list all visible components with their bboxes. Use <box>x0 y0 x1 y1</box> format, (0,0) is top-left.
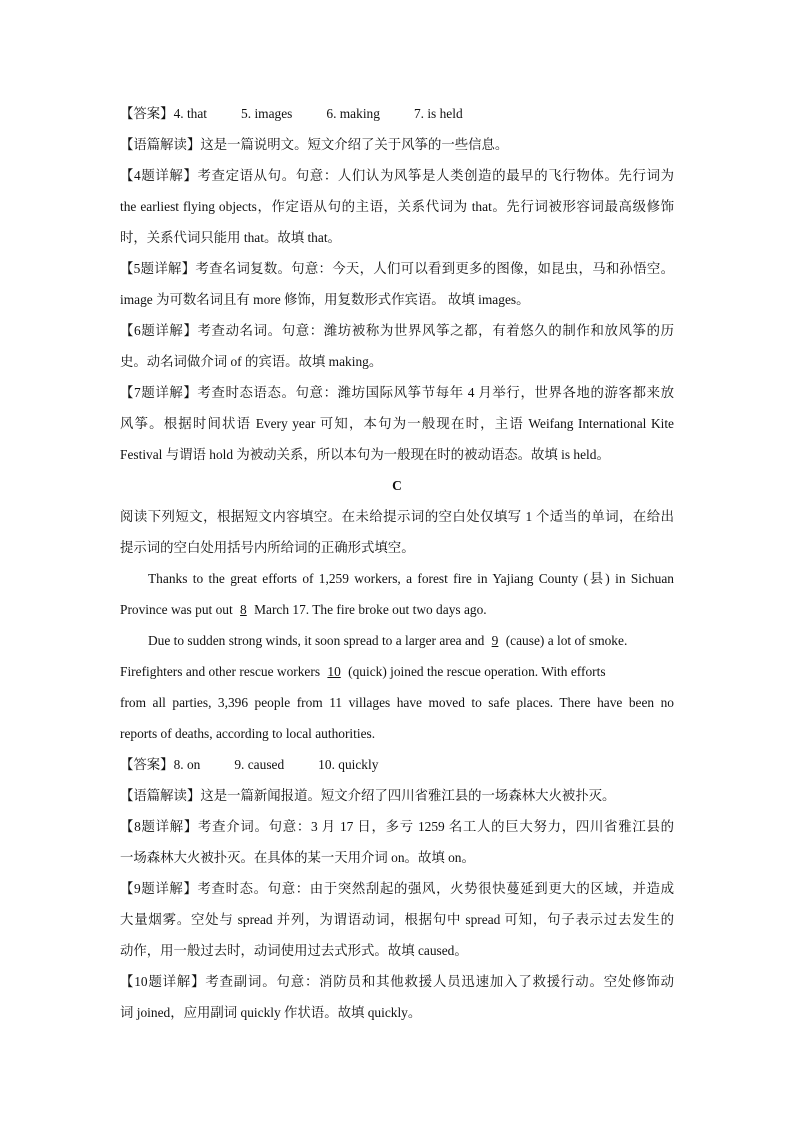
q8-line-1: 【8题详解】考查介词。句意：3 月 17 日，多亏 1259 名工人的巨大努力，四川省雅江县的 <box>120 819 674 834</box>
answer-item: 6. making <box>326 106 380 121</box>
reading-label: 【语篇解读】 <box>120 137 201 152</box>
q4-line-3: 时，关系代词只能用 that。故填 that。 <box>120 230 341 245</box>
reading-text: 这是一篇说明文。短文介绍了关于风筝的一些信息。 <box>200 137 509 152</box>
answer-item: 7. is held <box>413 106 463 121</box>
answer-label: 【答案】 <box>120 757 174 772</box>
answer-item: 10. quickly <box>318 757 379 772</box>
blank-8: 8 <box>240 602 247 617</box>
answer-label: 【答案】 <box>120 106 174 121</box>
instructions-line-2: 提示词的空白处用括号内所给词的正确形式填空。 <box>120 540 415 555</box>
passage-line-1: Thanks to the great efforts of 1,259 workers, a forest fire in Yajiang County (县) in Sichuan <box>148 571 674 586</box>
q6-line-2: 史。动名词做介词 of 的宾语。故填 making。 <box>120 354 383 369</box>
reading-label: 【语篇解读】 <box>120 788 201 803</box>
q10-label: 【10题详解】 <box>120 974 206 989</box>
document-page <box>120 98 674 1028</box>
q7-label: 【7题详解】 <box>120 385 198 400</box>
q8-line-2: 一场森林大火被扑灭。在具体的某一天用介词 on。故填 on。 <box>120 850 475 865</box>
blank-10: 10 <box>327 664 341 679</box>
answer-item: 9. caused <box>234 757 285 772</box>
q10-line-2: 词 joined，应用副词 quickly 作状语。故填 quickly。 <box>120 1005 422 1020</box>
instructions-line-1: 阅读下列短文，根据短文内容填空。在未给提示词的空白处仅填写 1 个适当的单词，在给出 <box>120 509 674 524</box>
passage-line-2: Province was put out 8 March 17. The fire broke out two days ago. <box>120 602 487 617</box>
q9-line-2: 大量烟雾。空处与 spread 并列，为谓语动词，根据句中 spread 可知，句子表示过去发生的 <box>120 912 674 927</box>
q5-line-1: 【5题详解】考查名词复数。句意：今天，人们可以看到更多的图像，如昆虫，马和孙悟空。 <box>120 261 674 276</box>
q7-line-3: Festival 与谓语 hold 为被动关系，所以本句为一般现在时的被动语态。故填 is held。 <box>120 447 610 462</box>
q5-label: 【5题详解】 <box>120 261 196 276</box>
q10-line-1: 【10题详解】考查副词。句意：消防员和其他救援人员迅速加入了救援行动。空处修饰动 <box>120 974 674 989</box>
q6-label: 【6题详解】 <box>120 323 198 338</box>
q4-line-2: the earliest flying objects，作定语从句的主语，关系代词为 that。先行词被形容词最高级修饰 <box>120 199 674 214</box>
q4-line-1: 【4题详解】考查定语从句。句意：人们认为风筝是人类创造的最早的飞行物体。先行词为 <box>120 168 675 183</box>
q7-line-2: 风筝。根据时间状语 Every year 可知，本句为一般现在时，主语 Weifang International Kite <box>120 416 674 431</box>
q9-line-3: 动作，用一般过去时，动词使用过去式形式。故填 caused。 <box>120 943 468 958</box>
answer-item: 8. on <box>173 757 201 772</box>
answer-item: 4. that <box>173 106 208 121</box>
reading-text: 这是一篇新闻报道。短文介绍了四川省雅江县的一场森林大火被扑灭。 <box>200 788 616 803</box>
reading-line-c <box>120 780 674 811</box>
section-heading-c: C <box>392 478 402 493</box>
answer-item: 5. images <box>241 106 293 121</box>
answer-line-c <box>120 749 674 780</box>
q6-line-1: 【6题详解】考查动名词。句意：潍坊被称为世界风筝之都，有着悠久的制作和放风筝的历 <box>120 323 675 338</box>
reading-line-b <box>120 129 674 160</box>
blank-9: 9 <box>491 633 499 648</box>
q7-line-1: 【7题详解】考查时态语态。句意：潍坊国际风筝节每年 4 月举行，世界各地的游客都来放 <box>120 385 675 400</box>
q8-label: 【8题详解】 <box>120 819 199 834</box>
q9-label: 【9题详解】 <box>120 881 198 896</box>
q4-label: 【4题详解】 <box>120 168 198 183</box>
q5-line-2: image 为可数名词且有 more 修饰，用复数形式作宾语。 故填 images。 <box>120 292 530 307</box>
q9-line-1: 【9题详解】考查时态。句意：由于突然刮起的强风，火势很快蔓延到更大的区域，并造成 <box>120 881 675 896</box>
passage-line-6: reports of deaths, according to local authorities. <box>120 726 376 741</box>
passage-line-3: Due to sudden strong winds, it soon spread to a larger area and 9 (cause) a lot of smoke. <box>148 633 628 648</box>
answer-line-b <box>120 98 674 129</box>
passage-line-4: Firefighters and other rescue workers 10 (quick) joined the rescue operation. With efforts <box>120 664 606 679</box>
passage-line-5: from all parties, 3,396 people from 11 villages have moved to safe places. There have been no <box>120 695 674 710</box>
